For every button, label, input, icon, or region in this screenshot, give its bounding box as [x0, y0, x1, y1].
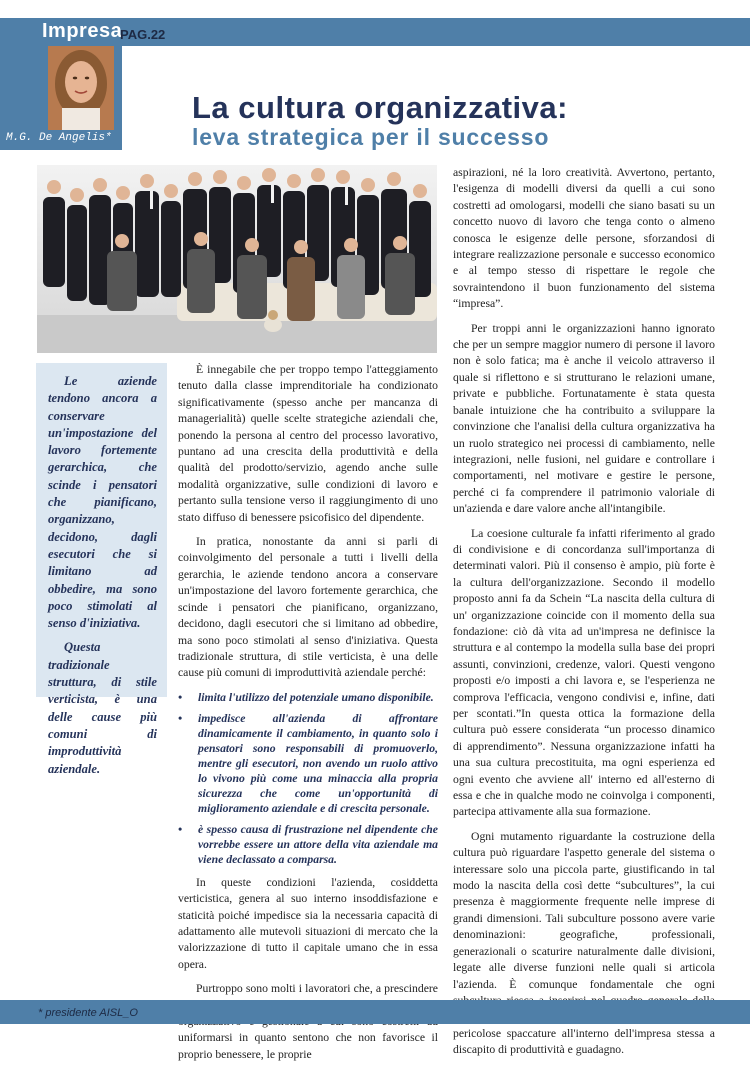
bullet-icon: • — [178, 690, 183, 704]
pull-quote-paragraph: Questa tradizionale struttura, di stile verticista, è una delle cause più comuni di improduttività aziendale. — [48, 640, 157, 776]
article-subtitle: leva strategica per il successo — [192, 124, 550, 150]
paragraph: Per troppi anni le organizzazioni hanno ignorato che per un sempre maggior numero di persone il lavoro non è solo fatica; ma è anche il veicolo attraverso il quale si riflettono e si strutturano le relazioni umane, private e pubbliche. Fortunatamente è stata questa banale intuizione che ha contribuito a sviluppare la convinzione che l'analisi della cultura organizzativa ha un ruolo strategico nei processi di cambiamento, nelle integrazioni, nelle fusioni, nel guidare e controllare i comportamenti, nel motivare e gestire le persone, perché ci fa comprendere il patrimonio valoriale di un'azienda e dare valore anche all'intangibile. — [453, 321, 715, 516]
bullet-icon: • — [178, 822, 183, 836]
paragraph: Purtroppo sono molti i lavoratori che, a prescindere uniformarsi in quanto sentono che non favorisce il proprio benessere, le proprie — [178, 982, 438, 1061]
section-title: Impresa — [42, 20, 123, 42]
bullet-item: • impedisce all'azienda di affrontare dinamicamente il cambiamento, in quanto solo i pensatori sono responsabili di promuoverlo, mentre gli esecutori, non avendo un ruolo attivo lo vivono più come una minaccia alla propria sicurezza che come un'opportunità di miglioramento aziendale e di crescita personale. — [178, 711, 438, 815]
bullet-icon: • — [178, 711, 183, 725]
paragraph: In queste condizioni l'azienda, cosiddetta verticistica, genera al suo interno insoddisfazione e staticità poiché impedisce sia la necessaria capacità di adattamento alle mutevoli situazioni di mercato che la valorizzazione di tutto il capitale umano che in essa opera. — [178, 875, 438, 971]
article-column-right — [453, 165, 715, 1067]
author-photo — [48, 46, 114, 130]
paragraph: Ogni mutamento riguardante la costruzione della cultura può riguardare l'aspetto generale del sistema o interessare solo una piccola parte, giustificando in tal modo la nascita della così dette “subcultures”, la cui presenza è maggiormente frequente nelle imprese di grandi dimensioni. Tali subculture possono avere varie denominazioni: geografiche, professionali, generazionali o scaturire naturalmente dalle divisioni, legate alle diverse funzioni nelle quali si articola l'azienda. È comunque fondamentale che ogni pericolose spaccature all'interno dell'impresa stessa a discapito di produttività e guadagno. — [453, 829, 715, 1057]
bullet-list — [178, 690, 438, 867]
group-photo — [37, 165, 437, 353]
author-name: M.G. De Angelis* — [6, 132, 112, 144]
paragraph: La coesione culturale fa infatti riferimento al grado di condivisione e di concordanza sull'importanza di determinati valori. Più il consenso è ampio, più forte è la cultura dell'organizzazione. Secondo il modello proposto anni fa da Schein “La nascita della cultura di un' organizzazione coincide con il momento della sua fondazione: ciò dà vita ad un'impresa ne definisce la struttura e al contempo la modella sulla base dei propri assunti, convinzioni, credenze, valori. Questi vengono proposti e/o imposti a chi lavora e, se l'esperienza ne comprova l'efficacia, vengono condivisi e, infine, dati per scontati.”In questa ottica la formazione della cultura può essere considerata “un processo dinamico di apprendimento”. Nessuna organizzazione infatti ha una sua cultura precostituita, ma ogni esperienza ed ogni evento che avviene all' interno ed all'esterno di essa e che in qualche modo ne coinvolga i componenti, partecipa attivamente alla sua formazione. — [453, 526, 715, 819]
paragraph: In pratica, nonostante da anni si parli di coinvolgimento del personale a tutti i livelli della gerarchia, le aziende tendono ancora a conservare un'impostazione del lavoro fortemente gerarchica, che scinde i pensatori che pianificano, organizzano, decidono, dagli esecutori che si limitano ad obbedire, ma sono poco stimolati al senso d'iniziativa. Questa tradizionale struttura, di stile verticista, è una delle cause più comuni di improduttività aziendale perché: — [178, 535, 438, 680]
article-column-middle — [178, 362, 438, 1071]
paragraph: È innegabile che per troppo tempo l'atteggiamento tenuto dalla classe imprenditoriale ha condizionato significativamente (spesso anche per mancanza di managerialità) quelle scelte strategiche aziendali che, ponendo la persona al centro del processo lavorativo, puntano ad una crescita della produttività e della qualità del prodotto/servizio, agendo anche sulle modalità organizzative, sulle condizioni di lavoro e pertanto sulla tensione verso il raggiungimento di uno stato diffuso di benessere psicofisico del dipendente. — [178, 363, 438, 524]
article-title: La cultura organizzativa: — [192, 90, 568, 125]
pull-quote-paragraph: Le aziende tendono ancora a conservare un'impostazione del lavoro fortemente gerarchica, che scinde i pensatori che pianificano, organizzano, decidono, dagli esecutori che si limitano ad obbedire, ma sono poco stimolati al senso d'iniziativa. — [48, 374, 157, 631]
footer-note: * presidente AISL_O — [38, 1007, 138, 1019]
page-number: PAG.22 — [120, 27, 166, 42]
bullet-item: • è spesso causa di frustrazione nel dipendente che vorrebbe essere un attore della vita aziendale ma viene declassato a comparsa. — [178, 822, 438, 866]
paragraph: aspirazioni, né la loro creatività. Avvertono, pertanto, l'esigenza di modelli diversi da quelli a cui sono costretti ad omologarsi, modelli che siano basati su un concetto nuovo di lavoro che tenga conto o almeno conosca le esigenze delle persone, sforzandosi di integrare realizzazione personale e successo economico e al tempo stesso di rispettare le regole che sovraintendono il buon funzionamento del sistema “impresa”. — [453, 166, 715, 311]
pull-quote-box — [36, 363, 167, 776]
bullet-item: • limita l'utilizzo del potenziale umano disponibile. — [178, 690, 434, 704]
